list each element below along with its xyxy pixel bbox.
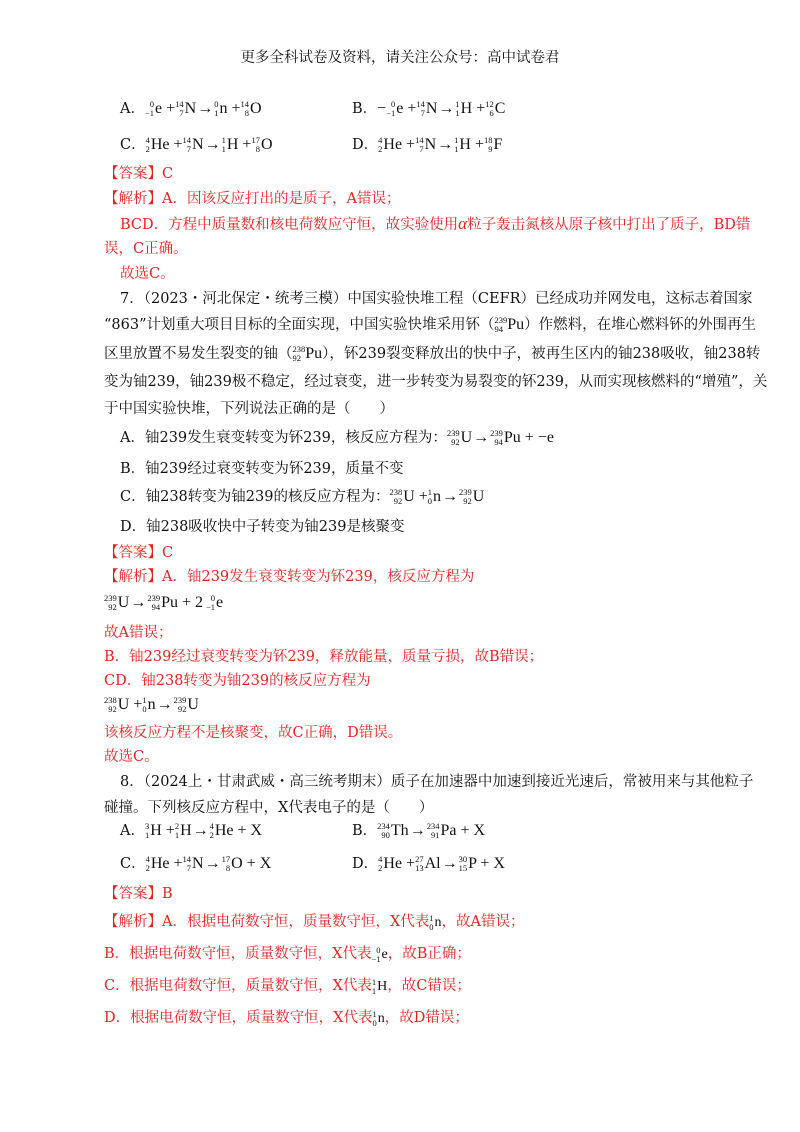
q7-explanation-6: 故选C。 [104, 749, 159, 765]
q7-option-d: D．铀238吸收快中子转变为铀239是核聚变 [120, 519, 405, 535]
page-header: 更多全科试卷及资料，请关注公众号：高中试卷君 [240, 50, 560, 66]
q8-option-a: A． 3 1 H + 2 1 H→ 4 2 He + X [120, 821, 263, 841]
q7-explanation-eq-1: 239 92 U→ 239 94 Pu + 2 0 −1 e [104, 593, 224, 613]
q7-option-b: B．铀239经过衰变转变为钚239，质量不变 [120, 461, 404, 477]
prev-option-c: C． 4 2 He + 14 7 N→ 1 1 H + 17 8 O [120, 135, 273, 155]
prev-option-d: D． 4 2 He + 14 7 N→ 1 1 H + 18 9 F [352, 135, 503, 155]
q8-answer: 【答案】B [104, 886, 173, 902]
q7-explanation-4: CD．铀238转变为铀239的核反应方程为 [104, 673, 371, 689]
prev-option-b: B．− 0 −1 e + 14 7 N→ 1 1 H + 12 6 C [352, 99, 506, 119]
q7-option-c: C．铀238转变为铀239的核反应方程为： 238 92 U + 1 0 n→ 239 92 U [120, 487, 485, 507]
q7-answer: 【答案】C [104, 545, 174, 561]
q8-explanation-1: 【解析】A．根据电荷数守恒，质量数守恒，X代表 1 0 n，故A错误； [104, 912, 525, 932]
q7-stem-3: 区里放置不易发生裂变的铀（ 238 92 Pu），钚239裂变释放出的快中子，被再生区内的铀238吸收，铀238转 [104, 344, 761, 364]
prev-explanation-2: BCD．方程中质量数和核电荷数应守恒，故实验使用α粒子轰击氮核从原子核中打出了质子，BD错 [120, 214, 751, 233]
q7-explanation-2: 故A错误； [104, 625, 173, 641]
q7-stem-1: 7．（2023・河北保定・统考三模）中国实验快堆工程（CEFR）已经成功并网发电，这标志着国家 [120, 291, 753, 307]
prev-explanation-4: 故选C。 [120, 266, 175, 282]
q7-explanation-3: B．铀239经过衰变转变为钚239，释放能量，质量亏损，故B错误； [104, 649, 544, 665]
q8-explanation-4: D．根据电荷数守恒，质量数守恒，X代表 1 0 n，故D错误； [104, 1008, 469, 1028]
q7-explanation-5: 该核反应方程不是核聚变，故C正确，D错误。 [104, 725, 403, 741]
prev-explanation-1: 【解析】A．因该反应打出的是质子，A错误； [104, 191, 401, 207]
prev-explanation-3: 误，C正确。 [104, 241, 188, 257]
q7-explanation-1: 【解析】A．铀239发生衰变转变为钚239，核反应方程为 [104, 569, 475, 585]
q7-option-a: A．铀239发生衰变转变为钚239，核反应方程为： 239 92 U→ 239 94 Pu + −e [120, 428, 554, 448]
q7-explanation-eq-2: 238 92 U + 1 0 n→ 239 92 U [104, 695, 199, 715]
q7-stem-5: 于中国实验快堆，下列说法正确的是（ ） [104, 401, 394, 417]
prev-option-a: A． 0 −1 e + 14 7 N→ 0 1 n + 14 8 O [120, 99, 262, 119]
q8-explanation-3: C．根据电荷数守恒，质量数守恒，X代表 1 1 H，故C错误； [104, 976, 471, 996]
q8-explanation-2: B．根据电荷数守恒，质量数守恒，X代表 0 −1 e，故B正确； [104, 944, 471, 964]
q8-stem-2: 碰撞。下列核反应方程中，X代表电子的是（ ） [104, 800, 434, 816]
q8-stem-1: 8．（2024上・甘肃武威・高三统考期末）质子在加速器中加速到接近光速后，常被用来与其他粒子 [120, 774, 754, 790]
q7-stem-2: “863”计划重大项目目标的全面实现，中国实验快堆采用钚（ 239 94 Pu）作燃料，在堆心燃料钚的外围再生 [104, 315, 757, 335]
q8-option-d: D． 4 2 He + 27 13 Al→ 30 15 P + X [352, 854, 505, 874]
q8-option-c: C． 4 2 He + 14 7 N→ 17 8 O + X [120, 854, 272, 874]
q8-option-b: B． 234 90 Th→ 234 91 Pa + X [352, 821, 486, 841]
q7-stem-4: 变为铀239，铀239极不稳定，经过衰变，进一步转变为易裂变的钚239，从而实现核燃料的“增殖”，关 [104, 374, 768, 390]
prev-answer: 【答案】C [104, 166, 174, 182]
